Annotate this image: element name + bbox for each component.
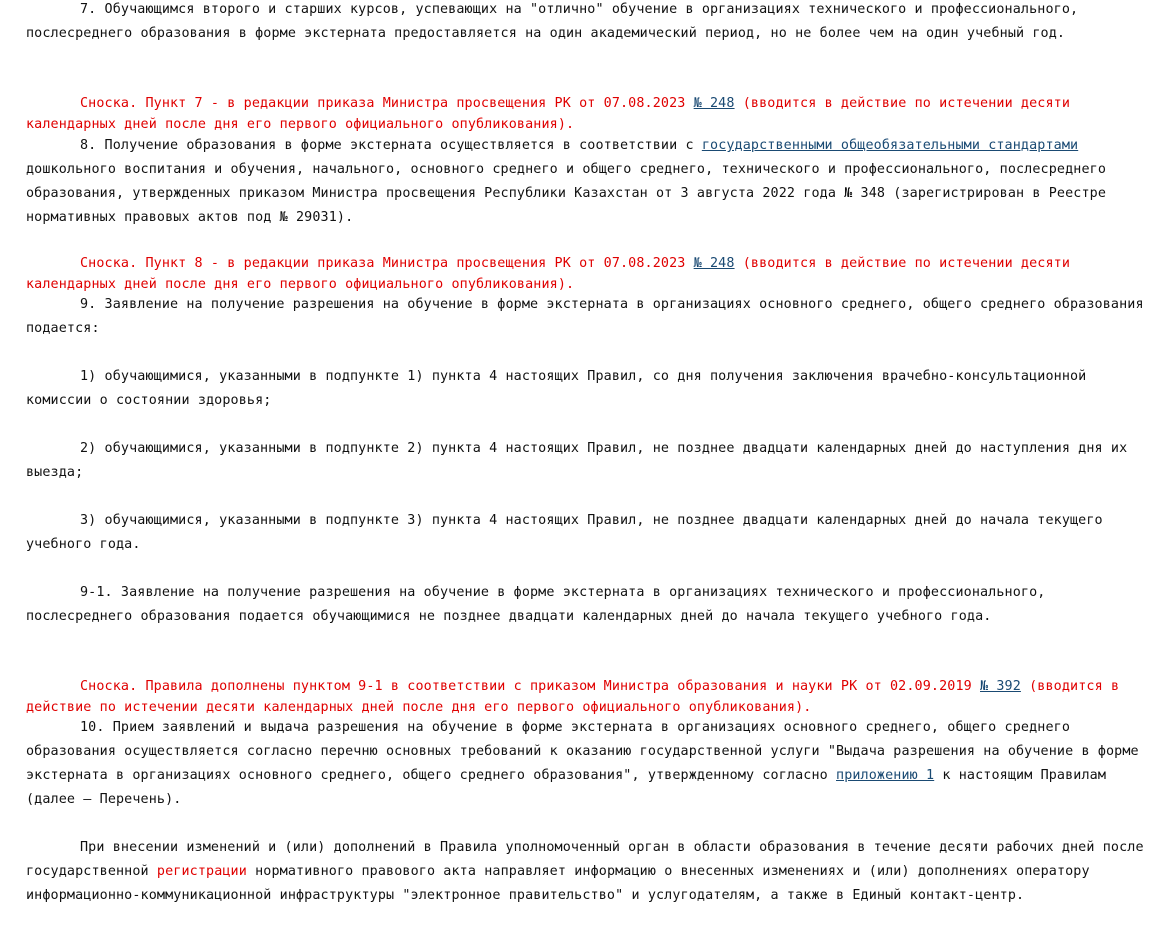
subparagraph-9-1: 1) обучающимися, указанными в подпункте 1) пункта 4 настоящих Правил, со дня получения заключения врачебно-консультационной комиссии о состоянии здоровья; <box>26 369 1087 408</box>
order-392-link[interactable]: № 392 <box>980 679 1021 694</box>
paragraph-7: 7. Обучающимся второго и старших курсов, успевающих на "отлично" обучение в организациях технического и профессионального, послесреднего образования в форме экстерната предоставляется на один академический период, но не более чем на один учебный год. <box>26 2 1079 41</box>
standards-link[interactable]: государственными общеобязательными стандартами <box>701 138 1079 153</box>
footnote-9-1: Сноска. Правила дополнены пунктом 9-1 в соответствии с приказом Министра образования и науки РК от 02.09.2019 № 392 (вводится в действие по истечении десяти календарных дней после дня его первого официального опубликования). <box>26 679 1120 715</box>
paragraph-10-amendments: При внесении изменений и (или) дополнений в Правила уполномоченный орган в области образования в течение десяти рабочих дней после государственной регистрации нормативного правового акта направляет информацию о внесенных изменениях и (или) дополнениях оператору информационно-коммуникационной инфраструктуры "электронное правительство" и услугодателям, а также в Единый контакт-центр. <box>26 840 1144 903</box>
footnote-8: Сноска. Пункт 8 - в редакции приказа Министра просвещения РК от 07.08.2023 № 248 (вводится в действие по истечении десяти календарных дней после дня его первого официального опубликования). <box>26 256 1071 292</box>
paragraph-10: 10. Прием заявлений и выдача разрешения на обучение в форме экстерната в организациях основного среднего, общего среднего образования осуществляется согласно перечню основных требований к оказанию государственной услуги "Выдача разрешения на обучение в форме экстерната в организациях основного среднего, общего среднего образования", утвержденному согласно приложению 1 к настоящим Правилам (далее – Перечень). <box>26 720 1139 807</box>
paragraph-9-1: 9-1. Заявление на получение разрешения на обучение в форме экстерната в организациях технического и профессионального, послесреднего образования подается обучающимися не позднее двадцати календарных дней до начала текущего учебного года. <box>26 585 1046 624</box>
paragraph-8: 8. Получение образования в форме экстерната осуществляется в соответствии с государственными общеобязательными стандартами дошкольного воспитания и обучения, начального, основного среднего и общего среднего, технического и профессионального, послесреднего образования, утвержденных приказом Министра просвещения Республики Казахстан от 3 августа 2022 года № 348 (зарегистрирован в Реестре нормативных правовых актов под № 29031). <box>26 138 1107 225</box>
subparagraph-9-3: 3) обучающимися, указанными в подпункте 3) пункта 4 настоящих Правил, не позднее двадцати календарных дней до начала текущего учебного года. <box>26 513 1103 552</box>
paragraph-9: 9. Заявление на получение разрешения на обучение в форме экстерната в организациях основного среднего, общего среднего образования подается: <box>26 297 1144 336</box>
registration-highlight: регистрации <box>156 864 247 879</box>
footnote-7: Сноска. Пункт 7 - в редакции приказа Министра просвещения РК от 07.08.2023 № 248 (вводится в действие по истечении десяти календарных дней после дня его первого официального опубликования). <box>26 96 1071 132</box>
order-248-link[interactable]: № 248 <box>693 96 735 111</box>
subparagraph-9-2: 2) обучающимися, указанными в подпункте 2) пункта 4 настоящих Правил, не позднее двадцати календарных дней до наступления дня их выезда; <box>26 441 1128 480</box>
order-248-link-2[interactable]: № 248 <box>693 256 735 271</box>
appendix-1-link[interactable]: приложению 1 <box>836 768 935 783</box>
